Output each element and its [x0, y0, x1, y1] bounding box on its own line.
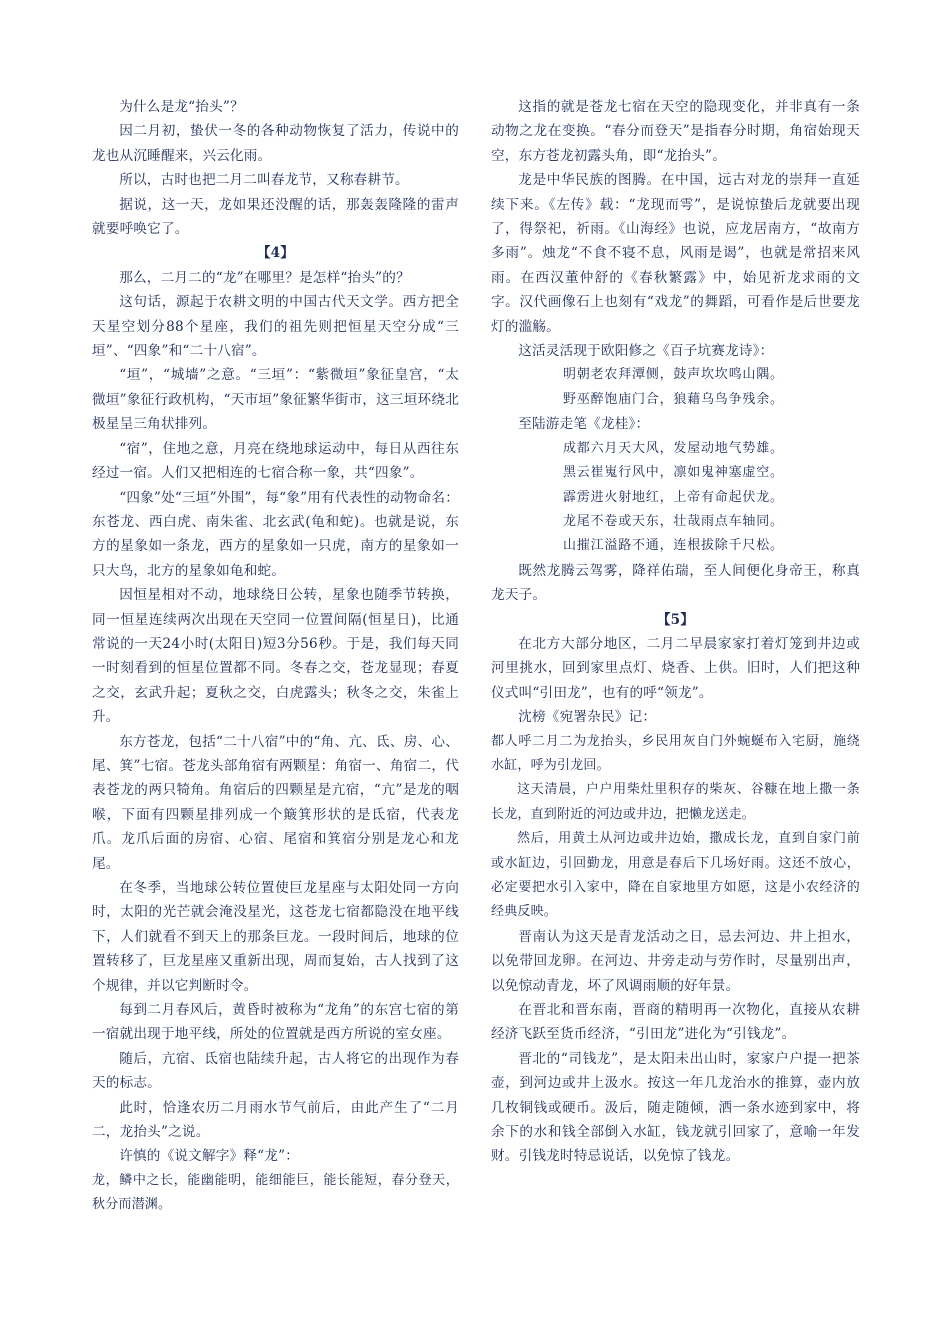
paragraph: 随后，亢宿、氐宿也陆续升起，古人将它的出现作为春天的标志。 [92, 1050, 459, 1092]
section-heading: 【4】 [256, 245, 295, 262]
paragraph: 晋南认为这天是青龙活动之日，忌去河边、井上担水，以免带回龙卵。在河边、井旁走动与劳作时，尽量别出声，以免惊动青龙，坏了风调雨顺的好年景。 [491, 928, 860, 994]
poem-line: 山摧江溢路不通，连根拔除千尺松。 [563, 538, 784, 554]
paragraph: 因二月初，蛰伏一冬的各种动物恢复了活力，传说中的龙也从沉睡醒来，兴云化雨。 [92, 123, 459, 164]
paragraph: 因恒星相对不动，地球绕日公转，星象也随季节转换，同一恒星连续两次出现在天空同一位置间隔(恒星日)，比通常说的一天24小时(太阳日)短3分56秒。于是，我们每天同一时刻看到的恒星位置都不同。冬春之交，苍龙显现；春夏之交，玄武升起；夏秋之交，白虎露头；秋冬之交，朱雀上升。 [92, 587, 459, 726]
paragraph: 此时，恰逢农历二月雨水节气前后，由此产生了“二月二，龙抬头”之说。 [92, 1099, 459, 1141]
paragraph: 这活灵活现于欧阳修之《百子坑赛龙诗》： [518, 343, 774, 360]
block-quote: 都人呼二月二为龙抬头，乡民用灰自门外蜿蜒布入宅厨，施绕水缸，呼为引龙回。 [491, 733, 860, 773]
paragraph: 在冬季，当地球公转位置使巨龙星座与太阳处同一方向时，太阳的光芒就会淹没星光，这苍龙七宿都隐没在地平线下，人们就看不到天上的那条巨龙。一段时间后，地球的位置转移了，巨龙星座又重新出现，周而复始，古人找到了这个规律，并以它判断时令。 [92, 880, 459, 994]
paragraph: 这句话，源起于农耕文明的中国古代天文学。西方把全天星空划分88个星座，我们的祖先则把恒星天空分成“三垣”、“四象”和“二十八宿”。 [92, 294, 459, 360]
paragraph: 东方苍龙，包括“二十八宿”中的“角、亢、氐、房、心、尾、箕”七宿。苍龙头部角宿有两颗星：角宿一、角宿二，代表苍龙的两只犄角。角宿后的四颗星是亢宿，“亢”是龙的咽喉，下面有四颗星排列成一个簸箕形状的是氐宿，代表龙爪。龙爪后面的房宿、心宿、尾宿和箕宿分别是龙心和龙尾。 [92, 733, 459, 872]
paragraph: 每到二月春风后，黄昏时被称为“龙角”的东宫七宿的第一宿就出现于地平线，所处的位置就是西方所说的室女座。 [92, 1002, 459, 1043]
paragraph: 那么，二月二的“龙”在哪里？是怎样“抬头”的？ [119, 269, 410, 286]
block-quote: 龙，鳞中之长，能幽能明，能细能巨，能长能短，春分登天，秋分而潜渊。 [92, 1172, 459, 1213]
paragraph: 这指的就是苍龙七宿在天空的隐现变化，并非真有一条动物之龙在变换。“春分而登天”是指春分时期，角宿始现天空，东方苍龙初露头角，即“龙抬头”。 [491, 99, 860, 164]
paragraph: 据说，这一天，龙如果还没醒的话，那轰轰隆隆的雷声就要呼唤它了。 [92, 196, 459, 238]
block-quote: 这天清晨，户户用柴灶里积存的柴灰、谷糠在地上撒一条长龙，直到附近的河边或井边，把懒龙送走。 [491, 782, 860, 822]
paragraph: “宿”，住地之意，月亮在绕地球运动中，每日从西往东经过一宿。人们又把相连的七宿合称一象，共“四象”。 [92, 440, 459, 482]
paragraph: 沈榜《宛署杂民》记： [518, 709, 657, 726]
poem-line: 成都六月天大风，发屋动地气势雄。 [563, 440, 784, 456]
paragraph: 在晋北和晋东南，晋商的精明再一次物化，直接从农耕经济飞跃至货币经济，“引田龙”进化为“引钱龙”。 [491, 1002, 860, 1043]
paragraph: 既然龙腾云驾雾，降祥佑瑞，至人间便化身帝王，称真龙天子。 [491, 562, 860, 604]
paragraph: 晋北的“司钱龙”，是太阳未出山时，家家户户提一把茶壶，到河边或井上汲水。按这一年几龙治水的推算，壶内放几枚铜钱或硬币。汲后，随走随倾，洒一条水迹到家中，将余下的水和钱全部倒入水缸，钱龙就引回家了，意喻一年发财。引钱龙时特忌说话，以免惊了钱龙。 [491, 1050, 860, 1165]
poem-line: 霹雳进火射地红，上帝有命起伏龙。 [563, 489, 784, 505]
paragraph: 所以，古时也把二月二叫春龙节，又称春耕节。 [119, 172, 409, 189]
right-column [491, 95, 860, 1169]
paragraph: 至陆游走笔《龙桂》： [518, 416, 650, 433]
poem-line: 龙尾不卷或天东，壮哉雨点车轴同。 [563, 513, 784, 529]
paragraph: 在北方大部分地区，二月二早晨家家打着灯笼到井边或河里挑水，回到家里点灯、烧香、上供。旧时，人们把这种仪式叫“引田龙”，也有的呼“领龙”。 [491, 635, 860, 701]
paragraph: “垣”，“城墙”之意。“三垣”：“紫微垣”象征皇宫，“太微垣”象征行政机构，“天市垣”象征繁华街市，这三垣环绕北极星呈三角状排列。 [92, 367, 459, 433]
block-quote: 然后，用黄土从河边或井边始，撒成长龙，直到自家门前或水缸边，引回勤龙，用意是春后下几场好雨。这还不放心，必定要把水引入家中，降在自家地里方如愿，这是小农经济的经典反映。 [491, 831, 860, 920]
paragraph: 为什么是龙“抬头”？ [119, 99, 244, 115]
poem-line: 黑云崔嵬行风中，凛如鬼神塞虚空。 [563, 465, 784, 481]
left-column [92, 95, 459, 1218]
paragraph: “四象”处“三垣”外围”，每“象”用有代表性的动物命名：东苍龙、西白虎、南朱雀、北玄武(龟和蛇)。也就是说，东方的星象如一条龙，西方的星象如一只虎，南方的星象如一只大鸟，北方的星象如龟和蛇。 [92, 489, 459, 579]
poem-line: 明朝老农拜潭侧，鼓声坎坎鸣山隅。 [563, 367, 784, 383]
paragraph: 许慎的《说文解字》释“龙”： [119, 1148, 300, 1165]
poem-line: 野巫醉饱庙门合，狼藉乌鸟争残余。 [563, 391, 784, 407]
paragraph: 龙是中华民族的图腾。在中国，远古对龙的崇拜一直延续下来。《左传》载：“龙现而雩”，是说惊蛰后龙就要出现了，得祭祀，祈雨。《山海经》也说，应龙居南方，“故南方多雨”。烛龙“不食不寝不息，风雨是谒”，也就是常招来风雨。在西汉董仲舒的《春秋繁露》中，始见祈龙求雨的文字。汉代画像石上也刻有“戏龙”的舞蹈，可看作是后世要龙灯的滥觞。 [491, 172, 860, 335]
section-heading: 【5】 [656, 611, 695, 628]
